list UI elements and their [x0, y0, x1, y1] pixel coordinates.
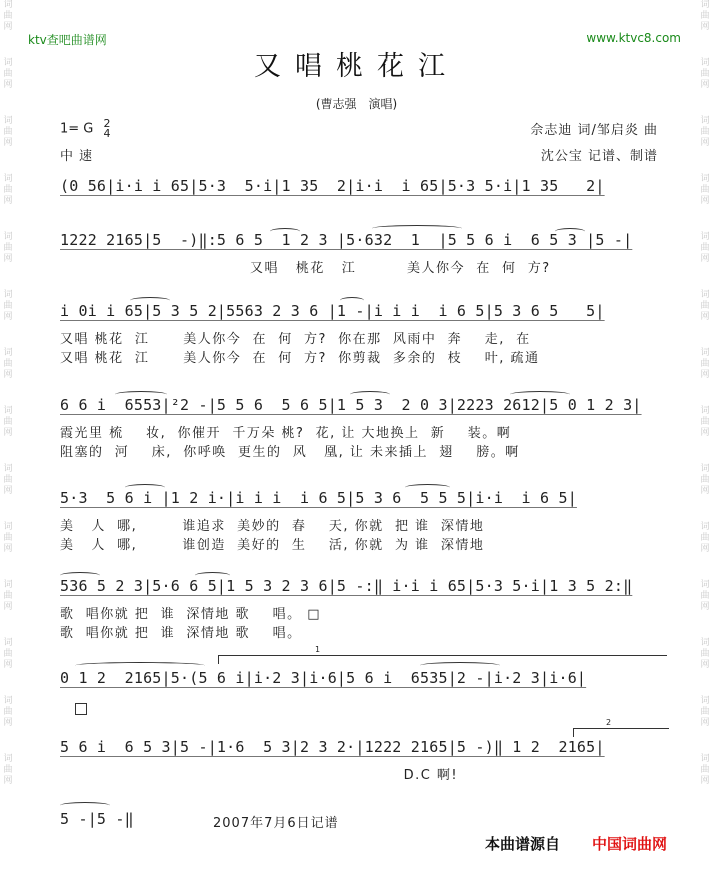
side-watermark-char: 词 — [700, 522, 710, 532]
slur — [60, 802, 110, 809]
side-watermark-char: 词 — [700, 464, 710, 474]
notation-line: 5 6 i 6 5 3|5 -|1·6 5 3|2 3 2·|1222 2165|5 -)‖ 1 2 2165| — [60, 738, 605, 756]
staff-row-4 — [60, 396, 670, 462]
song-title: 又唱桃花江 — [254, 51, 459, 82]
staff-row-1 — [60, 177, 670, 195]
notation-line: 0 1 2 2165|5·(5 6 i|i·2 3|i·6|5 6 i 6535|2 -|i·2 3|i·6| — [60, 669, 587, 687]
notation-line: (0 56|i·i i 65|5·3 5·i|1 35 2|i·i i 65|5·3 5·i|1 35 2| — [60, 177, 605, 195]
side-watermark-char: 词 — [700, 406, 710, 416]
side-watermark-char: 曲 — [700, 475, 710, 485]
lyrics-verse-1: 歌 唱你就 把 谁 深情地 歌 唱。 □ — [60, 607, 322, 622]
side-watermark-char: 网 — [700, 428, 710, 438]
side-watermark-gap — [697, 323, 713, 348]
performer: (曹志强 演唱) — [315, 97, 398, 111]
side-watermark-char: 网 — [700, 254, 710, 264]
side-watermark-char: 曲 — [3, 243, 13, 253]
side-watermark-char: 词 — [700, 116, 710, 126]
side-watermark-char: 网 — [700, 544, 710, 554]
slur — [115, 391, 167, 398]
side-watermark-char: 网 — [700, 80, 710, 90]
slur — [372, 225, 462, 232]
staff-row-6 — [60, 577, 670, 643]
end-marker-box — [75, 703, 87, 715]
side-watermark-char: 词 — [700, 638, 710, 648]
side-watermark-gap — [697, 787, 713, 812]
slur — [195, 572, 230, 579]
side-watermark-char: 网 — [3, 254, 13, 264]
side-watermark-char: 网 — [700, 312, 710, 322]
side-watermark-char: 网 — [700, 138, 710, 148]
slur — [130, 297, 170, 304]
side-watermark-char: 曲 — [3, 765, 13, 775]
side-watermark-char: 词 — [700, 290, 710, 300]
side-watermark-char: 网 — [3, 370, 13, 380]
slur — [270, 228, 300, 235]
lyrics-verse-2: 又唱 桃花 江 美人你今 在 何 方? 你剪裁 多余的 枝 叶, 疏通 — [60, 351, 540, 366]
source-label: 本曲谱源自 — [485, 835, 561, 853]
key-signature — [60, 119, 111, 139]
side-watermark-gap — [697, 207, 713, 232]
staff-row-9 — [60, 810, 670, 828]
source-site: 中国词曲网 — [592, 835, 668, 853]
side-watermark-gap — [697, 729, 713, 754]
side-watermark-char: 曲 — [3, 475, 13, 485]
side-watermark-char: 网 — [3, 602, 13, 612]
slur — [60, 572, 100, 579]
side-watermark-char: 词 — [700, 580, 710, 590]
side-watermark-char: 曲 — [3, 359, 13, 369]
lyrics-verse-1: 美 人 哪, 谁追求 美妙的 春 天, 你就 把 谁 深情地 — [60, 519, 485, 534]
staff-row-7 — [60, 669, 670, 687]
side-watermark-gap — [0, 149, 16, 174]
time-sig-top: 2 — [103, 117, 111, 130]
side-watermark-char: 词 — [3, 696, 13, 706]
side-watermark-char: 曲 — [3, 649, 13, 659]
side-watermark-char: 词 — [700, 0, 710, 10]
side-watermark-char: 曲 — [3, 11, 13, 21]
side-watermark-char: 词 — [700, 348, 710, 358]
notation-line: i 0i i 65|5 3 5 2|5563 2 3 6 |1 -|i i i i 6 5|5 3 6 5 5| — [60, 302, 605, 320]
lyrics-verse-2: 阻塞的 河 床, 你呼唤 更生的 风 凰, 让 未来插上 翅 膀。啊 — [60, 445, 520, 460]
side-watermark-gap — [697, 497, 713, 522]
side-watermark-char: 网 — [3, 22, 13, 32]
notation-line: 536 5 2 3|5·6 6 5|1 5 3 2 3 6|5 -:‖ i·i i 65|5·3 5·i|1 3 5 2:‖ — [60, 577, 633, 595]
slur — [125, 484, 165, 491]
side-watermark-char: 曲 — [700, 11, 710, 21]
side-watermark-char: 曲 — [700, 69, 710, 79]
side-watermark-char: 网 — [700, 486, 710, 496]
slur — [555, 228, 585, 235]
side-watermark-gap — [697, 265, 713, 290]
volta-bracket-2 — [573, 718, 669, 737]
side-watermark-char: 曲 — [700, 185, 710, 195]
volta-label: 1 — [315, 645, 321, 654]
side-watermark-gap — [0, 555, 16, 580]
watermark-left: ktv查吧曲谱网 — [28, 33, 107, 47]
time-signature — [104, 119, 111, 139]
side-watermark-char: 曲 — [3, 533, 13, 543]
side-watermark-char: 词 — [3, 580, 13, 590]
side-watermark-char: 词 — [3, 58, 13, 68]
side-watermark-char: 网 — [700, 776, 710, 786]
watermark-right: www.ktvc8.com — [586, 31, 681, 45]
side-watermark-gap — [0, 613, 16, 638]
side-watermark-char: 网 — [3, 312, 13, 322]
key-label: 1= G — [60, 121, 94, 137]
volta-label: 2 — [606, 718, 612, 727]
side-watermark-char: 网 — [700, 370, 710, 380]
side-watermark-char: 网 — [3, 660, 13, 670]
side-watermark-char: 词 — [3, 638, 13, 648]
side-watermark-char: 曲 — [3, 591, 13, 601]
lyrics-verse-1: 霞光里 梳 妆, 你催开 千万朵 桃? 花, 让 大地换上 新 装。啊 — [60, 426, 512, 441]
side-watermark-char: 词 — [700, 696, 710, 706]
side-watermark-gap — [697, 149, 713, 174]
dc-marking: D.C 啊! — [60, 768, 459, 783]
side-watermark-char: 词 — [3, 464, 13, 474]
slur — [350, 391, 390, 398]
notation-line: 1222 2165|5 -)‖:5 6 5 1 2 3 |5·632 1 |5 5 6 i 6 5 3 |5 -| — [60, 231, 633, 249]
side-watermark-gap — [697, 555, 713, 580]
side-watermark-char: 词 — [700, 754, 710, 764]
side-watermark-gap — [0, 439, 16, 464]
tempo-marking: 中速 — [60, 149, 99, 164]
side-watermark-char: 网 — [700, 718, 710, 728]
slur — [75, 662, 205, 669]
side-watermark-gap — [0, 671, 16, 696]
lyrics-verse-1: 又唱 桃花 江 美人你今 在 何 方? — [250, 261, 551, 276]
side-watermark-char: 网 — [3, 776, 13, 786]
side-watermark-char: 词 — [3, 348, 13, 358]
side-watermark-char: 网 — [3, 718, 13, 728]
side-watermark-char: 词 — [700, 232, 710, 242]
side-watermark-char: 网 — [3, 196, 13, 206]
time-sig-bottom: 4 — [103, 127, 111, 140]
side-watermark-char: 词 — [3, 232, 13, 242]
staff-row-2 — [60, 231, 670, 278]
lyrics-verse-2: 歌 唱你就 把 谁 深情地 歌 唱。 — [60, 626, 302, 641]
side-watermark-char: 词 — [700, 174, 710, 184]
side-watermark-char: 曲 — [3, 69, 13, 79]
lyrics-verse-1: 又唱 桃花 江 美人你今 在 何 方? 你在那 风雨中 奔 走, 在 — [60, 332, 531, 347]
side-watermark-gap — [0, 787, 16, 812]
volta-bracket-1 — [218, 645, 667, 664]
side-watermark-char: 曲 — [700, 417, 710, 427]
slur — [405, 484, 450, 491]
side-watermark-char: 网 — [3, 428, 13, 438]
notation-line: 6 6 i 6553|²2 -|5 5 6 5 6 5|1 5 3 2 0 3|2223 2612|5 0 1 2 3| — [60, 396, 642, 414]
side-watermark-char: 曲 — [700, 301, 710, 311]
side-watermark-char: 词 — [3, 406, 13, 416]
side-watermark-char: 曲 — [700, 707, 710, 717]
lyrics-verse-2: 美 人 哪, 谁创造 美好的 生 活, 你就 为 谁 深情地 — [60, 538, 485, 553]
side-watermark-char: 网 — [700, 660, 710, 670]
notation-line: 5·3 5 6 i |1 2 i·|i i i i 6 5|5 3 6 5 5 5|i·i i 6 5| — [60, 489, 577, 507]
side-watermark-char: 网 — [3, 138, 13, 148]
side-watermark-gap — [0, 497, 16, 522]
credits-transcriber: 沈公宝 记谱、制谱 — [540, 149, 658, 164]
side-watermark-char: 曲 — [700, 591, 710, 601]
side-watermark-char: 网 — [3, 486, 13, 496]
side-watermark-char: 曲 — [3, 707, 13, 717]
side-watermark-gap — [697, 439, 713, 464]
side-watermark-gap — [0, 323, 16, 348]
side-watermark-right — [697, 0, 713, 881]
side-watermark-char: 曲 — [700, 533, 710, 543]
side-watermark-char: 网 — [700, 22, 710, 32]
side-watermark-char: 曲 — [700, 243, 710, 253]
side-watermark-char: 曲 — [3, 301, 13, 311]
side-watermark-char: 曲 — [700, 765, 710, 775]
side-watermark-gap — [0, 381, 16, 406]
staff-row-5 — [60, 489, 670, 555]
side-watermark-left — [0, 0, 16, 881]
side-watermark-char: 网 — [3, 80, 13, 90]
side-watermark-gap — [697, 381, 713, 406]
side-watermark-gap — [697, 671, 713, 696]
side-watermark-char: 网 — [700, 196, 710, 206]
side-watermark-char: 词 — [3, 0, 13, 10]
side-watermark-char: 曲 — [3, 185, 13, 195]
side-watermark-gap — [0, 207, 16, 232]
slur — [340, 297, 364, 304]
staff-row-3 — [60, 302, 670, 368]
side-watermark-char: 词 — [700, 58, 710, 68]
side-watermark-gap — [0, 265, 16, 290]
side-watermark-char: 词 — [3, 754, 13, 764]
notation-line: 5 -|5 -‖ — [60, 810, 134, 828]
side-watermark-char: 词 — [3, 522, 13, 532]
side-watermark-gap — [0, 729, 16, 754]
transcription-date: 2007年7月6日记谱 — [213, 816, 339, 831]
side-watermark-char: 网 — [3, 544, 13, 554]
side-watermark-char: 词 — [3, 290, 13, 300]
side-watermark-char: 曲 — [700, 649, 710, 659]
side-watermark-char: 词 — [3, 174, 13, 184]
side-watermark-char: 曲 — [700, 127, 710, 137]
slur — [510, 391, 570, 398]
side-watermark-char: 网 — [700, 602, 710, 612]
side-watermark-char: 曲 — [700, 359, 710, 369]
staff-row-8 — [60, 738, 670, 785]
credits-lyric-composer: 佘志迪 词/邹启炎 曲 — [530, 123, 658, 138]
side-watermark-gap — [697, 613, 713, 638]
side-watermark-char: 曲 — [3, 417, 13, 427]
side-watermark-char: 词 — [3, 116, 13, 126]
side-watermark-char: 曲 — [3, 127, 13, 137]
